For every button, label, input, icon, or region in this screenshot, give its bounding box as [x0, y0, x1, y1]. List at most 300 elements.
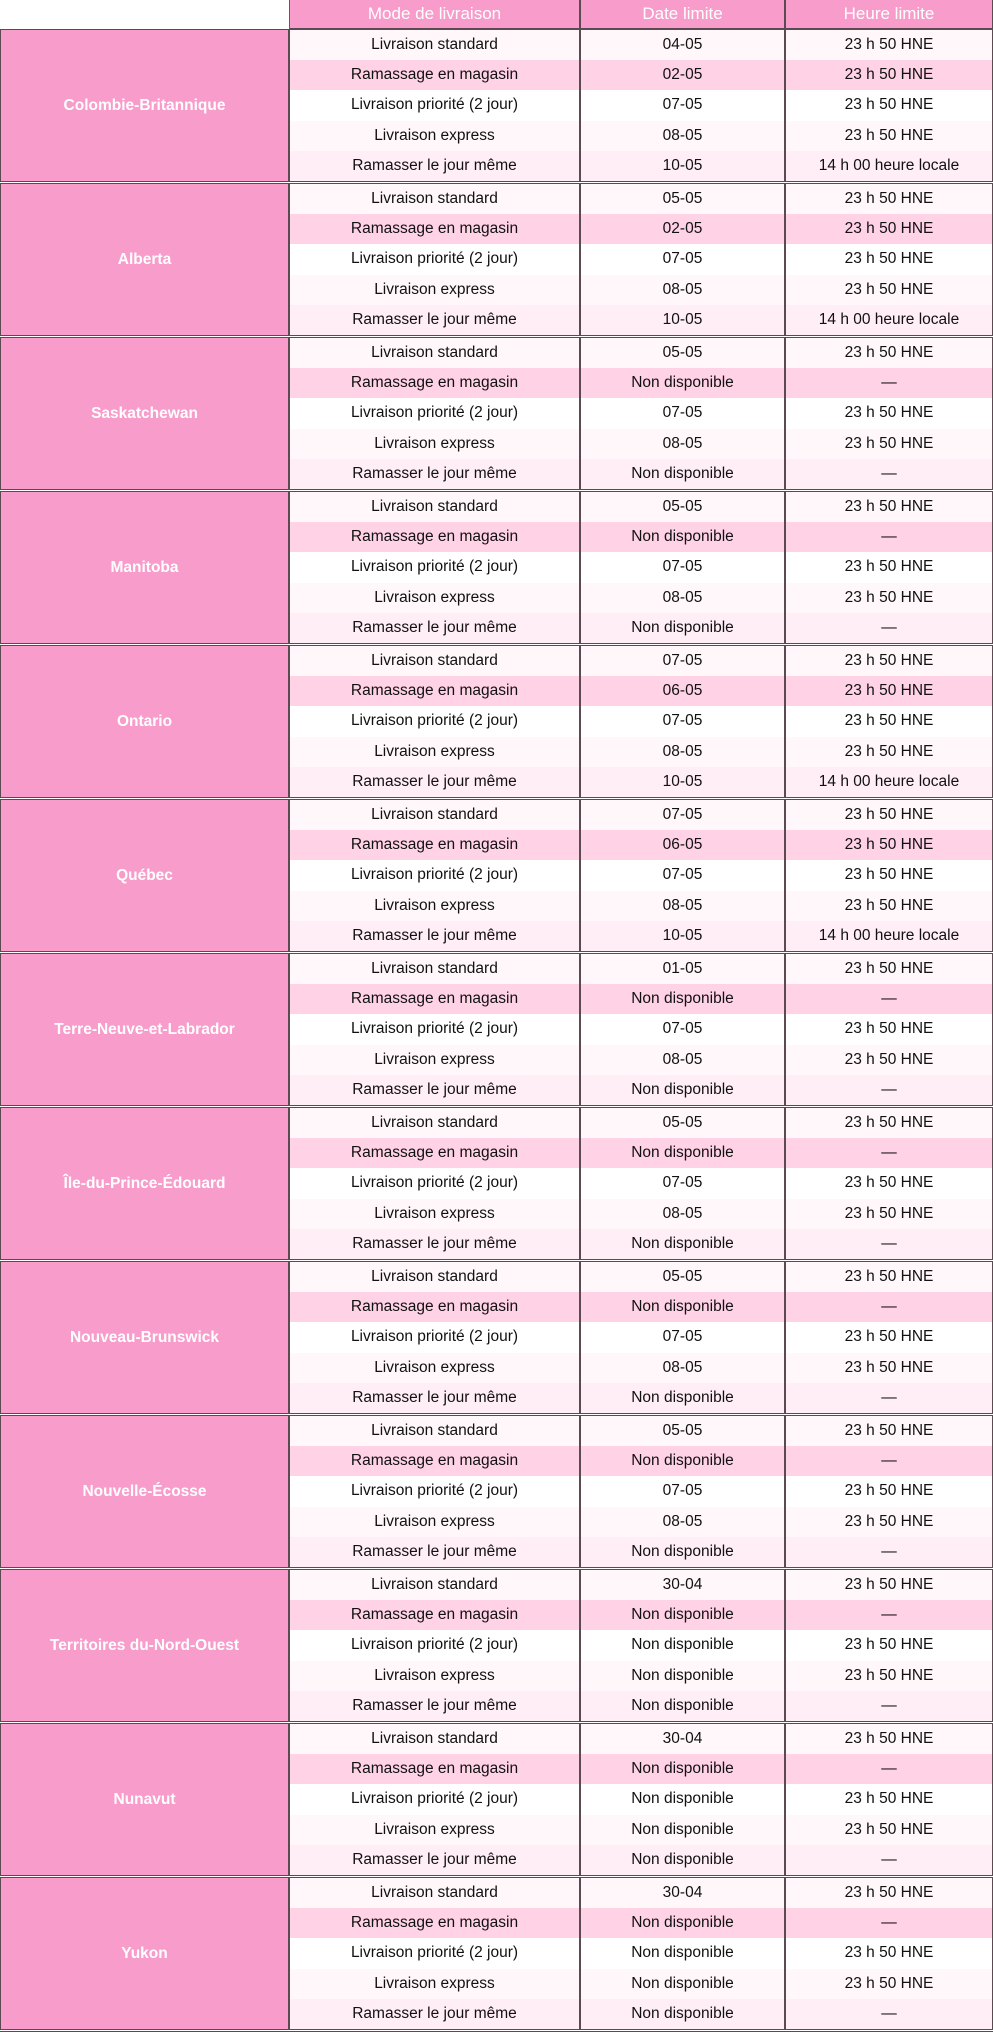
- province-name: Nouvelle-Écosse: [0, 1416, 290, 1567]
- time-cell: 23 h 50 HNE: [786, 1815, 993, 1845]
- time-cell: —: [786, 368, 993, 398]
- table-row: [290, 90, 993, 120]
- province-rows: [290, 184, 993, 335]
- method-cell: Livraison express: [290, 1045, 581, 1075]
- time-cell: 23 h 50 HNE: [786, 830, 993, 860]
- date-cell: Non disponible: [581, 368, 786, 398]
- time-cell: 23 h 50 HNE: [786, 1014, 993, 1044]
- table-row: [290, 1322, 993, 1352]
- province-rows: [290, 492, 993, 643]
- date-cell: 08-05: [581, 275, 786, 305]
- table-row: [290, 244, 993, 274]
- time-cell: 23 h 50 HNE: [786, 737, 993, 767]
- date-cell: 10-05: [581, 305, 786, 335]
- time-cell: —: [786, 1537, 993, 1567]
- province-group: [0, 1416, 993, 1570]
- table-row: [290, 1416, 993, 1446]
- table-row: [290, 151, 993, 181]
- date-cell: 30-04: [581, 1878, 786, 1908]
- time-cell: 23 h 50 HNE: [786, 1416, 993, 1446]
- time-cell: —: [786, 613, 993, 643]
- method-cell: Ramassage en magasin: [290, 1292, 581, 1322]
- method-cell: Livraison express: [290, 737, 581, 767]
- table-row: [290, 1661, 993, 1691]
- province-group: [0, 184, 993, 338]
- table-row: [290, 1878, 993, 1908]
- date-cell: Non disponible: [581, 1908, 786, 1938]
- date-cell: Non disponible: [581, 1446, 786, 1476]
- method-cell: Livraison express: [290, 1199, 581, 1229]
- time-cell: 23 h 50 HNE: [786, 1168, 993, 1198]
- method-cell: Ramassage en magasin: [290, 522, 581, 552]
- date-cell: 05-05: [581, 184, 786, 214]
- time-cell: 14 h 00 heure locale: [786, 921, 993, 951]
- table-row: [290, 459, 993, 489]
- date-cell: 07-05: [581, 90, 786, 120]
- province-group: [0, 492, 993, 646]
- table-row: [290, 1754, 993, 1784]
- time-cell: 23 h 50 HNE: [786, 1108, 993, 1138]
- time-cell: 23 h 50 HNE: [786, 1322, 993, 1352]
- date-cell: 07-05: [581, 398, 786, 428]
- province-name: Yukon: [0, 1878, 290, 2029]
- time-cell: 23 h 50 HNE: [786, 1938, 993, 1968]
- date-cell: Non disponible: [581, 1815, 786, 1845]
- header-date: Date limite: [581, 0, 786, 29]
- date-cell: Non disponible: [581, 1075, 786, 1105]
- table-row: [290, 1014, 993, 1044]
- method-cell: Livraison standard: [290, 646, 581, 676]
- method-cell: Ramasser le jour même: [290, 767, 581, 797]
- date-cell: 07-05: [581, 1476, 786, 1506]
- province-rows: [290, 1878, 993, 2029]
- method-cell: Livraison express: [290, 275, 581, 305]
- table-row: [290, 583, 993, 613]
- time-cell: 23 h 50 HNE: [786, 676, 993, 706]
- time-cell: 23 h 50 HNE: [786, 1570, 993, 1600]
- table-row: [290, 1570, 993, 1600]
- province-name: Ontario: [0, 646, 290, 797]
- method-cell: Ramassage en magasin: [290, 676, 581, 706]
- time-cell: 23 h 50 HNE: [786, 90, 993, 120]
- method-cell: Livraison priorité (2 jour): [290, 1168, 581, 1198]
- table-row: [290, 1262, 993, 1292]
- date-cell: Non disponible: [581, 1938, 786, 1968]
- time-cell: 23 h 50 HNE: [786, 184, 993, 214]
- date-cell: Non disponible: [581, 1784, 786, 1814]
- date-cell: 04-05: [581, 30, 786, 60]
- time-cell: —: [786, 1292, 993, 1322]
- table-row: [290, 646, 993, 676]
- province-name: Alberta: [0, 184, 290, 335]
- time-cell: 23 h 50 HNE: [786, 646, 993, 676]
- date-cell: 07-05: [581, 646, 786, 676]
- table-row: [290, 830, 993, 860]
- province-group: [0, 30, 993, 184]
- time-cell: 23 h 50 HNE: [786, 1969, 993, 1999]
- time-cell: 23 h 50 HNE: [786, 429, 993, 459]
- table-row: [290, 429, 993, 459]
- date-cell: 07-05: [581, 552, 786, 582]
- time-cell: —: [786, 1229, 993, 1259]
- province-rows: [290, 338, 993, 489]
- province-name: Colombie-Britannique: [0, 30, 290, 181]
- table-row: [290, 522, 993, 552]
- table-row: [290, 737, 993, 767]
- table-row: [290, 1292, 993, 1322]
- table-row: [290, 1784, 993, 1814]
- table-row: [290, 706, 993, 736]
- method-cell: Livraison priorité (2 jour): [290, 1938, 581, 1968]
- date-cell: 05-05: [581, 492, 786, 522]
- method-cell: Livraison standard: [290, 338, 581, 368]
- table-row: [290, 800, 993, 830]
- table-row: [290, 214, 993, 244]
- table-row: [290, 398, 993, 428]
- method-cell: Livraison express: [290, 429, 581, 459]
- province-rows: [290, 954, 993, 1105]
- table-row: [290, 613, 993, 643]
- method-cell: Ramassage en magasin: [290, 214, 581, 244]
- time-cell: —: [786, 1999, 993, 2029]
- time-cell: —: [786, 1691, 993, 1721]
- province-group: [0, 1724, 993, 1878]
- time-cell: 23 h 50 HNE: [786, 954, 993, 984]
- table-body: [0, 29, 993, 2032]
- method-cell: Livraison priorité (2 jour): [290, 398, 581, 428]
- table-row: [290, 275, 993, 305]
- province-group: [0, 646, 993, 800]
- province-group: [0, 1570, 993, 1724]
- date-cell: Non disponible: [581, 1630, 786, 1660]
- date-cell: 07-05: [581, 860, 786, 890]
- time-cell: 23 h 50 HNE: [786, 1630, 993, 1660]
- date-cell: 06-05: [581, 676, 786, 706]
- time-cell: 23 h 50 HNE: [786, 275, 993, 305]
- time-cell: 23 h 50 HNE: [786, 860, 993, 890]
- time-cell: —: [786, 1138, 993, 1168]
- date-cell: 02-05: [581, 60, 786, 90]
- method-cell: Ramasser le jour même: [290, 1075, 581, 1105]
- province-name: Île-du-Prince-Édouard: [0, 1108, 290, 1259]
- province-rows: [290, 1570, 993, 1721]
- date-cell: 05-05: [581, 1416, 786, 1446]
- method-cell: Livraison standard: [290, 954, 581, 984]
- table-row: [290, 1999, 993, 2029]
- time-cell: 23 h 50 HNE: [786, 1784, 993, 1814]
- time-cell: 23 h 50 HNE: [786, 1507, 993, 1537]
- date-cell: 06-05: [581, 830, 786, 860]
- date-cell: Non disponible: [581, 1845, 786, 1875]
- time-cell: 23 h 50 HNE: [786, 1724, 993, 1754]
- time-cell: 23 h 50 HNE: [786, 492, 993, 522]
- time-cell: —: [786, 1600, 993, 1630]
- province-group: [0, 1878, 993, 2032]
- province-name: Terre-Neuve-et-Labrador: [0, 954, 290, 1105]
- date-cell: Non disponible: [581, 1661, 786, 1691]
- method-cell: Ramasser le jour même: [290, 1229, 581, 1259]
- date-cell: Non disponible: [581, 984, 786, 1014]
- table-row: [290, 305, 993, 335]
- date-cell: Non disponible: [581, 1691, 786, 1721]
- method-cell: Livraison priorité (2 jour): [290, 244, 581, 274]
- date-cell: Non disponible: [581, 1292, 786, 1322]
- time-cell: 23 h 50 HNE: [786, 1262, 993, 1292]
- date-cell: Non disponible: [581, 1229, 786, 1259]
- time-cell: —: [786, 1446, 993, 1476]
- method-cell: Ramassage en magasin: [290, 368, 581, 398]
- method-cell: Livraison priorité (2 jour): [290, 1322, 581, 1352]
- date-cell: 07-05: [581, 1322, 786, 1352]
- date-cell: 02-05: [581, 214, 786, 244]
- method-cell: Ramasser le jour même: [290, 1691, 581, 1721]
- date-cell: 30-04: [581, 1570, 786, 1600]
- table-row: [290, 954, 993, 984]
- table-row: [290, 1075, 993, 1105]
- province-rows: [290, 800, 993, 951]
- method-cell: Livraison express: [290, 121, 581, 151]
- method-cell: Livraison express: [290, 1507, 581, 1537]
- header-corner: [0, 0, 290, 29]
- date-cell: 07-05: [581, 706, 786, 736]
- method-cell: Ramassage en magasin: [290, 1600, 581, 1630]
- method-cell: Livraison priorité (2 jour): [290, 1476, 581, 1506]
- time-cell: 23 h 50 HNE: [786, 1878, 993, 1908]
- date-cell: Non disponible: [581, 1754, 786, 1784]
- table-row: [290, 552, 993, 582]
- province-name: Saskatchewan: [0, 338, 290, 489]
- table-row: [290, 1908, 993, 1938]
- table-row: [290, 984, 993, 1014]
- time-cell: 23 h 50 HNE: [786, 1476, 993, 1506]
- table-row: [290, 1845, 993, 1875]
- time-cell: 23 h 50 HNE: [786, 338, 993, 368]
- date-cell: 07-05: [581, 800, 786, 830]
- time-cell: —: [786, 1383, 993, 1413]
- table-row: [290, 1507, 993, 1537]
- table-row: [290, 1969, 993, 1999]
- header-method: Mode de livraison: [290, 0, 581, 29]
- time-cell: 23 h 50 HNE: [786, 121, 993, 151]
- method-cell: Livraison standard: [290, 184, 581, 214]
- province-group: [0, 1108, 993, 1262]
- method-cell: Ramasser le jour même: [290, 1845, 581, 1875]
- method-cell: Livraison express: [290, 1815, 581, 1845]
- method-cell: Livraison standard: [290, 1262, 581, 1292]
- date-cell: 08-05: [581, 121, 786, 151]
- province-rows: [290, 30, 993, 181]
- method-cell: Ramasser le jour même: [290, 151, 581, 181]
- table-row: [290, 1229, 993, 1259]
- method-cell: Livraison standard: [290, 800, 581, 830]
- table-row: [290, 1446, 993, 1476]
- table-row: [290, 1815, 993, 1845]
- province-rows: [290, 1724, 993, 1875]
- table-row: [290, 1199, 993, 1229]
- table-row: [290, 891, 993, 921]
- province-name: Québec: [0, 800, 290, 951]
- date-cell: Non disponible: [581, 522, 786, 552]
- table-row: [290, 30, 993, 60]
- time-cell: 14 h 00 heure locale: [786, 305, 993, 335]
- method-cell: Livraison priorité (2 jour): [290, 90, 581, 120]
- table-row: [290, 121, 993, 151]
- method-cell: Ramasser le jour même: [290, 459, 581, 489]
- province-group: [0, 954, 993, 1108]
- table-row: [290, 1353, 993, 1383]
- time-cell: —: [786, 1908, 993, 1938]
- date-cell: 05-05: [581, 1262, 786, 1292]
- table-row: [290, 492, 993, 522]
- time-cell: 14 h 00 heure locale: [786, 767, 993, 797]
- time-cell: 23 h 50 HNE: [786, 1045, 993, 1075]
- method-cell: Ramassage en magasin: [290, 1908, 581, 1938]
- table-row: [290, 1938, 993, 1968]
- method-cell: Livraison express: [290, 1661, 581, 1691]
- province-name: Nunavut: [0, 1724, 290, 1875]
- date-cell: 07-05: [581, 244, 786, 274]
- method-cell: Ramassage en magasin: [290, 830, 581, 860]
- method-cell: Livraison priorité (2 jour): [290, 1630, 581, 1660]
- method-cell: Livraison priorité (2 jour): [290, 860, 581, 890]
- method-cell: Ramassage en magasin: [290, 984, 581, 1014]
- date-cell: Non disponible: [581, 1537, 786, 1567]
- time-cell: 23 h 50 HNE: [786, 891, 993, 921]
- date-cell: 30-04: [581, 1724, 786, 1754]
- table-row: [290, 338, 993, 368]
- table-row: [290, 1383, 993, 1413]
- method-cell: Livraison priorité (2 jour): [290, 552, 581, 582]
- header-time: Heure limite: [786, 0, 993, 29]
- method-cell: Livraison priorité (2 jour): [290, 1784, 581, 1814]
- time-cell: 23 h 50 HNE: [786, 1199, 993, 1229]
- method-cell: Ramassage en magasin: [290, 1754, 581, 1784]
- time-cell: —: [786, 522, 993, 552]
- date-cell: Non disponible: [581, 1383, 786, 1413]
- method-cell: Livraison standard: [290, 1878, 581, 1908]
- time-cell: —: [786, 459, 993, 489]
- time-cell: 23 h 50 HNE: [786, 214, 993, 244]
- table-row: [290, 1045, 993, 1075]
- method-cell: Livraison standard: [290, 1108, 581, 1138]
- province-rows: [290, 646, 993, 797]
- table-row: [290, 368, 993, 398]
- date-cell: 05-05: [581, 1108, 786, 1138]
- date-cell: 08-05: [581, 583, 786, 613]
- table-row: [290, 1691, 993, 1721]
- province-name: Territoires du-Nord-Ouest: [0, 1570, 290, 1721]
- method-cell: Livraison priorité (2 jour): [290, 1014, 581, 1044]
- time-cell: 23 h 50 HNE: [786, 706, 993, 736]
- province-name: Nouveau-Brunswick: [0, 1262, 290, 1413]
- province-rows: [290, 1108, 993, 1259]
- table-row: [290, 184, 993, 214]
- method-cell: Livraison express: [290, 1353, 581, 1383]
- time-cell: 23 h 50 HNE: [786, 30, 993, 60]
- date-cell: 07-05: [581, 1014, 786, 1044]
- date-cell: 08-05: [581, 1045, 786, 1075]
- time-cell: 23 h 50 HNE: [786, 60, 993, 90]
- time-cell: —: [786, 1754, 993, 1784]
- province-group: [0, 1262, 993, 1416]
- table-row: [290, 1537, 993, 1567]
- date-cell: Non disponible: [581, 1999, 786, 2029]
- date-cell: Non disponible: [581, 1600, 786, 1630]
- date-cell: 08-05: [581, 429, 786, 459]
- date-cell: 07-05: [581, 1168, 786, 1198]
- province-group: [0, 800, 993, 954]
- time-cell: 23 h 50 HNE: [786, 552, 993, 582]
- date-cell: 08-05: [581, 737, 786, 767]
- method-cell: Ramassage en magasin: [290, 1446, 581, 1476]
- method-cell: Livraison express: [290, 1969, 581, 1999]
- method-cell: Livraison standard: [290, 1416, 581, 1446]
- date-cell: Non disponible: [581, 1969, 786, 1999]
- table-row: [290, 1108, 993, 1138]
- date-cell: Non disponible: [581, 459, 786, 489]
- table-row: [290, 1138, 993, 1168]
- date-cell: 05-05: [581, 338, 786, 368]
- method-cell: Livraison priorité (2 jour): [290, 706, 581, 736]
- time-cell: —: [786, 1075, 993, 1105]
- method-cell: Livraison standard: [290, 1570, 581, 1600]
- method-cell: Livraison express: [290, 583, 581, 613]
- date-cell: 08-05: [581, 1353, 786, 1383]
- time-cell: 23 h 50 HNE: [786, 800, 993, 830]
- table-row: [290, 1600, 993, 1630]
- method-cell: Livraison express: [290, 891, 581, 921]
- time-cell: —: [786, 984, 993, 1014]
- time-cell: 23 h 50 HNE: [786, 1661, 993, 1691]
- method-cell: Ramasser le jour même: [290, 1537, 581, 1567]
- date-cell: 10-05: [581, 921, 786, 951]
- date-cell: 01-05: [581, 954, 786, 984]
- date-cell: 10-05: [581, 151, 786, 181]
- province-rows: [290, 1262, 993, 1413]
- time-cell: 23 h 50 HNE: [786, 1353, 993, 1383]
- table-row: [290, 921, 993, 951]
- method-cell: Livraison standard: [290, 492, 581, 522]
- table-row: [290, 767, 993, 797]
- method-cell: Ramasser le jour même: [290, 1383, 581, 1413]
- method-cell: Livraison standard: [290, 1724, 581, 1754]
- method-cell: Ramassage en magasin: [290, 60, 581, 90]
- table-row: [290, 1476, 993, 1506]
- method-cell: Ramasser le jour même: [290, 1999, 581, 2029]
- date-cell: Non disponible: [581, 1138, 786, 1168]
- province-rows: [290, 1416, 993, 1567]
- table-row: [290, 1724, 993, 1754]
- date-cell: 08-05: [581, 891, 786, 921]
- time-cell: 23 h 50 HNE: [786, 398, 993, 428]
- table-row: [290, 60, 993, 90]
- time-cell: 23 h 50 HNE: [786, 244, 993, 274]
- time-cell: 14 h 00 heure locale: [786, 151, 993, 181]
- table-header: [0, 0, 993, 29]
- province-group: [0, 338, 993, 492]
- table-row: [290, 1168, 993, 1198]
- table-row: [290, 676, 993, 706]
- province-name: Manitoba: [0, 492, 290, 643]
- method-cell: Ramasser le jour même: [290, 305, 581, 335]
- date-cell: Non disponible: [581, 613, 786, 643]
- table-row: [290, 860, 993, 890]
- table-row: [290, 1630, 993, 1660]
- date-cell: 08-05: [581, 1199, 786, 1229]
- method-cell: Ramasser le jour même: [290, 613, 581, 643]
- date-cell: 10-05: [581, 767, 786, 797]
- time-cell: 23 h 50 HNE: [786, 583, 993, 613]
